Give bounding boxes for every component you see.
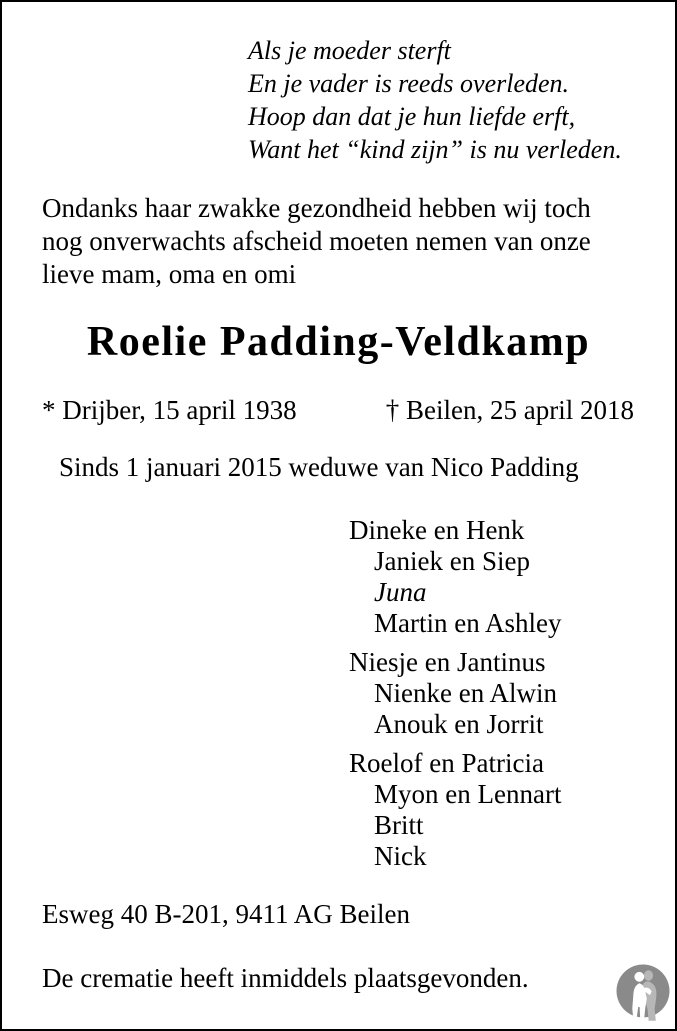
poem-line: En je vader is reeds overleden.	[248, 69, 570, 98]
poem-line: Als je moeder sterft	[248, 36, 451, 65]
announcement-line: lieve mam, oma en omi	[42, 259, 297, 289]
family-group-members	[349, 779, 675, 872]
announcement-line: nog onverwachts afscheid moeten nemen van onze	[42, 226, 591, 256]
family-group	[349, 515, 675, 639]
deceased-name: Roelie Padding-Veldkamp	[86, 319, 591, 365]
widow-line: Sinds 1 januari 2015 weduwe van Nico Padding	[59, 452, 579, 482]
birth-date: * Drijber, 15 april 1938	[42, 395, 297, 425]
family-group-head: Roelof en Patricia	[349, 748, 544, 778]
family-group-head: Niesje en Jantinus	[349, 647, 546, 677]
embracing-figures-logo-icon	[616, 964, 670, 1021]
family-group	[349, 647, 675, 740]
cremation-notice: De crematie heeft inmiddels plaatsgevonden.	[42, 963, 529, 993]
family-member: Britt	[374, 810, 424, 840]
correspondence-address: Esweg 40 B-201, 9411 AG Beilen	[42, 899, 410, 929]
family-member: Nienke en Alwin	[374, 678, 557, 708]
memorial-poem	[248, 34, 665, 166]
family-list	[349, 515, 675, 872]
family-group-head: Dineke en Henk	[349, 515, 525, 545]
family-member: Martin en Ashley	[374, 608, 562, 638]
announcement-text	[42, 192, 647, 291]
birth-death-row	[42, 395, 634, 426]
family-member: Juna	[374, 577, 427, 607]
family-group-members	[349, 678, 675, 740]
death-date: † Beilen, 25 april 2018	[385, 395, 634, 425]
family-member: Nick	[374, 841, 427, 871]
family-member: Anouk en Jorrit	[374, 709, 544, 739]
announcement-line: Ondanks haar zwakke gezondheid hebben wij toch	[42, 193, 591, 223]
poem-line: Hoop dan dat je hun liefde erft,	[248, 102, 576, 131]
family-group-members	[349, 546, 675, 639]
family-group	[349, 748, 675, 872]
poem-line: Want het “kind zijn” is nu verleden.	[248, 135, 622, 164]
family-member: Janiek en Siep	[374, 546, 530, 576]
family-member: Myon en Lennart	[374, 779, 562, 809]
